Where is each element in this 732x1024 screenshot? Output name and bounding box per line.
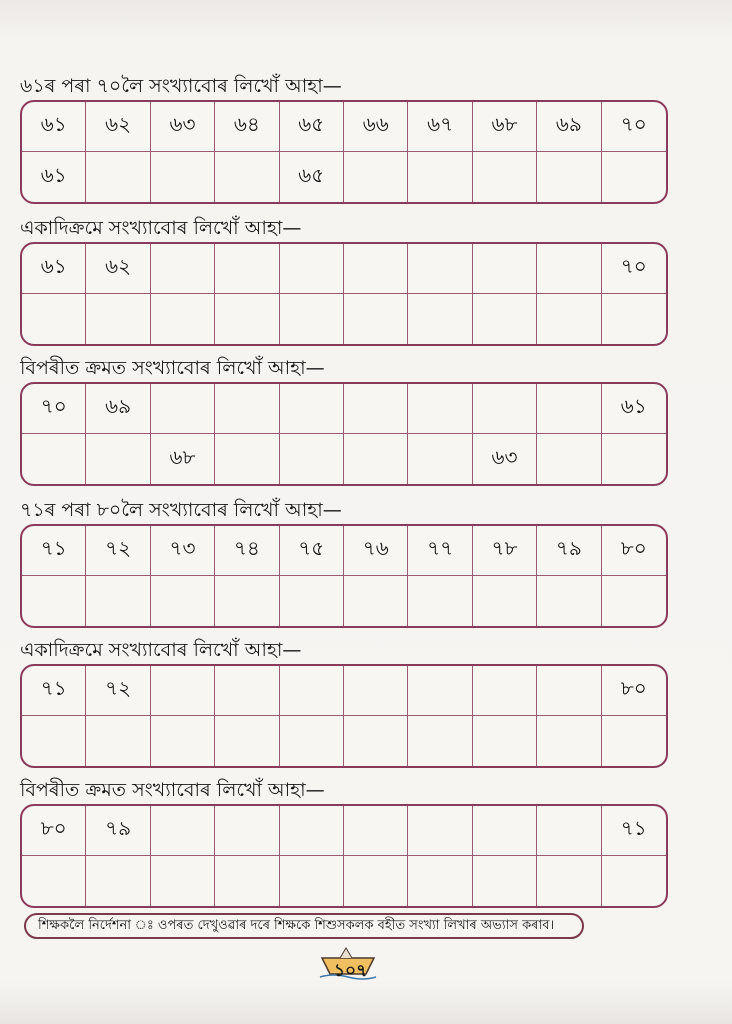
number-grid xyxy=(20,524,668,628)
grid-cell: ৭৮ xyxy=(473,526,537,576)
grid-cell xyxy=(537,294,601,344)
grid-cell xyxy=(344,152,408,202)
grid-cell xyxy=(280,244,344,294)
grid-cell: ৬১ xyxy=(22,152,86,202)
grid-cell xyxy=(344,384,408,434)
grid-cell: ৭২ xyxy=(86,526,150,576)
instruction-text: একাদিক্ৰমে সংখ্যাবোৰ লিখোঁ আহা— xyxy=(20,217,302,239)
instruction-text: বিপৰীত ক্ৰমত সংখ্যাবোৰ লিখোঁ আহা— xyxy=(20,779,325,801)
grid-cell xyxy=(280,294,344,344)
number-grid xyxy=(20,804,668,908)
number-grid xyxy=(20,242,668,346)
grid-cell xyxy=(215,856,279,906)
grid-cell xyxy=(602,434,666,484)
grid-cell: ৮০ xyxy=(22,806,86,856)
grid-cell xyxy=(151,806,215,856)
grid-cell xyxy=(151,294,215,344)
grid-cell xyxy=(280,806,344,856)
grid-cell xyxy=(537,434,601,484)
grid-cell: ৭২ xyxy=(86,666,150,716)
grid-cell xyxy=(151,716,215,766)
grid-cell: ৬৭ xyxy=(408,102,472,152)
grid-cell xyxy=(537,716,601,766)
grid-cell xyxy=(473,716,537,766)
grid-cell xyxy=(86,716,150,766)
grid-cell xyxy=(215,576,279,626)
grid-cell: ৬৩ xyxy=(473,434,537,484)
grid-cell: ৬৪ xyxy=(215,102,279,152)
grid-cell: ৮০ xyxy=(602,666,666,716)
instruction-text: একাদিক্ৰমে সংখ্যাবোৰ লিখোঁ আহা— xyxy=(20,639,302,661)
grid-cell xyxy=(151,384,215,434)
grid-cell: ৭১ xyxy=(602,806,666,856)
grid-cell xyxy=(151,152,215,202)
grid-cell: ৮০ xyxy=(602,526,666,576)
grid-cell: ৭৬ xyxy=(344,526,408,576)
grid-cell xyxy=(215,434,279,484)
grid-cell xyxy=(537,152,601,202)
grid-cell: ৭৩ xyxy=(151,526,215,576)
grid-cell xyxy=(86,294,150,344)
grid-cell xyxy=(473,576,537,626)
grid-cell xyxy=(344,716,408,766)
grid-cell xyxy=(344,666,408,716)
grid-cell xyxy=(473,152,537,202)
grid-cell: ৬৯ xyxy=(86,384,150,434)
grid-cell xyxy=(215,384,279,434)
grid-cell xyxy=(602,576,666,626)
grid-cell xyxy=(473,294,537,344)
grid-cell: ৭১ xyxy=(22,666,86,716)
grid-cell xyxy=(22,294,86,344)
grid-cell xyxy=(408,666,472,716)
grid-cell xyxy=(280,856,344,906)
grid-cell xyxy=(344,244,408,294)
grid-cell xyxy=(602,856,666,906)
grid-cell: ৭০ xyxy=(602,244,666,294)
grid-cell xyxy=(86,576,150,626)
grid-cell xyxy=(280,666,344,716)
grid-cell xyxy=(215,666,279,716)
grid-cell: ৬৮ xyxy=(151,434,215,484)
grid-cell xyxy=(473,856,537,906)
grid-cell xyxy=(215,244,279,294)
grid-cell xyxy=(537,576,601,626)
grid-cell xyxy=(602,294,666,344)
grid-cell: ৬৯ xyxy=(537,102,601,152)
grid-cell xyxy=(602,716,666,766)
grid-cell: ৭৭ xyxy=(408,526,472,576)
grid-cell xyxy=(151,244,215,294)
grid-cell: ৬১ xyxy=(22,102,86,152)
grid-cell xyxy=(473,666,537,716)
grid-cell xyxy=(602,152,666,202)
grid-cell: ৬৫ xyxy=(280,152,344,202)
grid-cell: ৬১ xyxy=(22,244,86,294)
grid-cell xyxy=(537,244,601,294)
grid-cell xyxy=(22,856,86,906)
instruction-text: বিপৰীত ক্ৰমত সংখ্যাবোৰ লিখোঁ আহা— xyxy=(20,357,325,379)
grid-cell xyxy=(408,716,472,766)
grid-cell xyxy=(215,716,279,766)
grid-cell: ৬৬ xyxy=(344,102,408,152)
grid-cell xyxy=(344,856,408,906)
grid-cell xyxy=(537,856,601,906)
grid-cell: ৭০ xyxy=(22,384,86,434)
grid-cell xyxy=(22,716,86,766)
grid-cell xyxy=(344,294,408,344)
grid-cell: ৬২ xyxy=(86,244,150,294)
grid-cell xyxy=(408,294,472,344)
number-grid xyxy=(20,382,668,486)
page-number: ১০৭ xyxy=(334,961,368,981)
grid-cell xyxy=(408,384,472,434)
grid-cell xyxy=(408,152,472,202)
grid-cell xyxy=(22,434,86,484)
grid-cell xyxy=(473,244,537,294)
grid-cell xyxy=(537,666,601,716)
grid-cell xyxy=(408,856,472,906)
grid-cell: ৬১ xyxy=(602,384,666,434)
instruction-text: ৭১ৰ পৰা ৮০লৈ সংখ্যাবোৰ লিখোঁ আহা— xyxy=(20,499,342,521)
grid-cell xyxy=(408,806,472,856)
grid-cell: ৬৫ xyxy=(280,102,344,152)
grid-cell xyxy=(215,806,279,856)
grid-cell xyxy=(473,384,537,434)
grid-cell xyxy=(280,716,344,766)
grid-cell: ৬৮ xyxy=(473,102,537,152)
grid-cell xyxy=(215,294,279,344)
grid-cell: ৭৫ xyxy=(280,526,344,576)
grid-cell xyxy=(473,806,537,856)
grid-cell: ৭৯ xyxy=(537,526,601,576)
grid-cell xyxy=(344,806,408,856)
grid-cell: ৬২ xyxy=(86,102,150,152)
grid-cell xyxy=(280,434,344,484)
number-grid xyxy=(20,664,668,768)
instruction-text: ৬১ৰ পৰা ৭০লৈ সংখ্যাবোৰ লিখোঁ আহা— xyxy=(20,75,342,97)
grid-cell: ৬৩ xyxy=(151,102,215,152)
number-grid xyxy=(20,100,668,204)
grid-cell xyxy=(86,152,150,202)
grid-cell xyxy=(344,434,408,484)
grid-cell xyxy=(280,384,344,434)
grid-cell xyxy=(22,576,86,626)
grid-cell xyxy=(86,434,150,484)
grid-cell: ৭০ xyxy=(602,102,666,152)
grid-cell xyxy=(408,434,472,484)
grid-cell xyxy=(408,576,472,626)
grid-cell xyxy=(151,666,215,716)
grid-cell xyxy=(344,576,408,626)
grid-cell: ৭১ xyxy=(22,526,86,576)
grid-cell: ৭৪ xyxy=(215,526,279,576)
grid-cell xyxy=(151,856,215,906)
grid-cell xyxy=(537,806,601,856)
grid-cell xyxy=(408,244,472,294)
grid-cell xyxy=(537,384,601,434)
teacher-note: শিক্ষকলৈ নিৰ্দেশনা ঃ ওপৰত দেখুওৱাৰ দৰে শিক্ষকে শিশুসকলক বহীত সংখ্যা লিখাৰ অভ্যাস কৰাব। xyxy=(24,913,584,939)
grid-cell xyxy=(215,152,279,202)
grid-cell: ৭৯ xyxy=(86,806,150,856)
grid-cell xyxy=(151,576,215,626)
grid-cell xyxy=(280,576,344,626)
grid-cell xyxy=(86,856,150,906)
